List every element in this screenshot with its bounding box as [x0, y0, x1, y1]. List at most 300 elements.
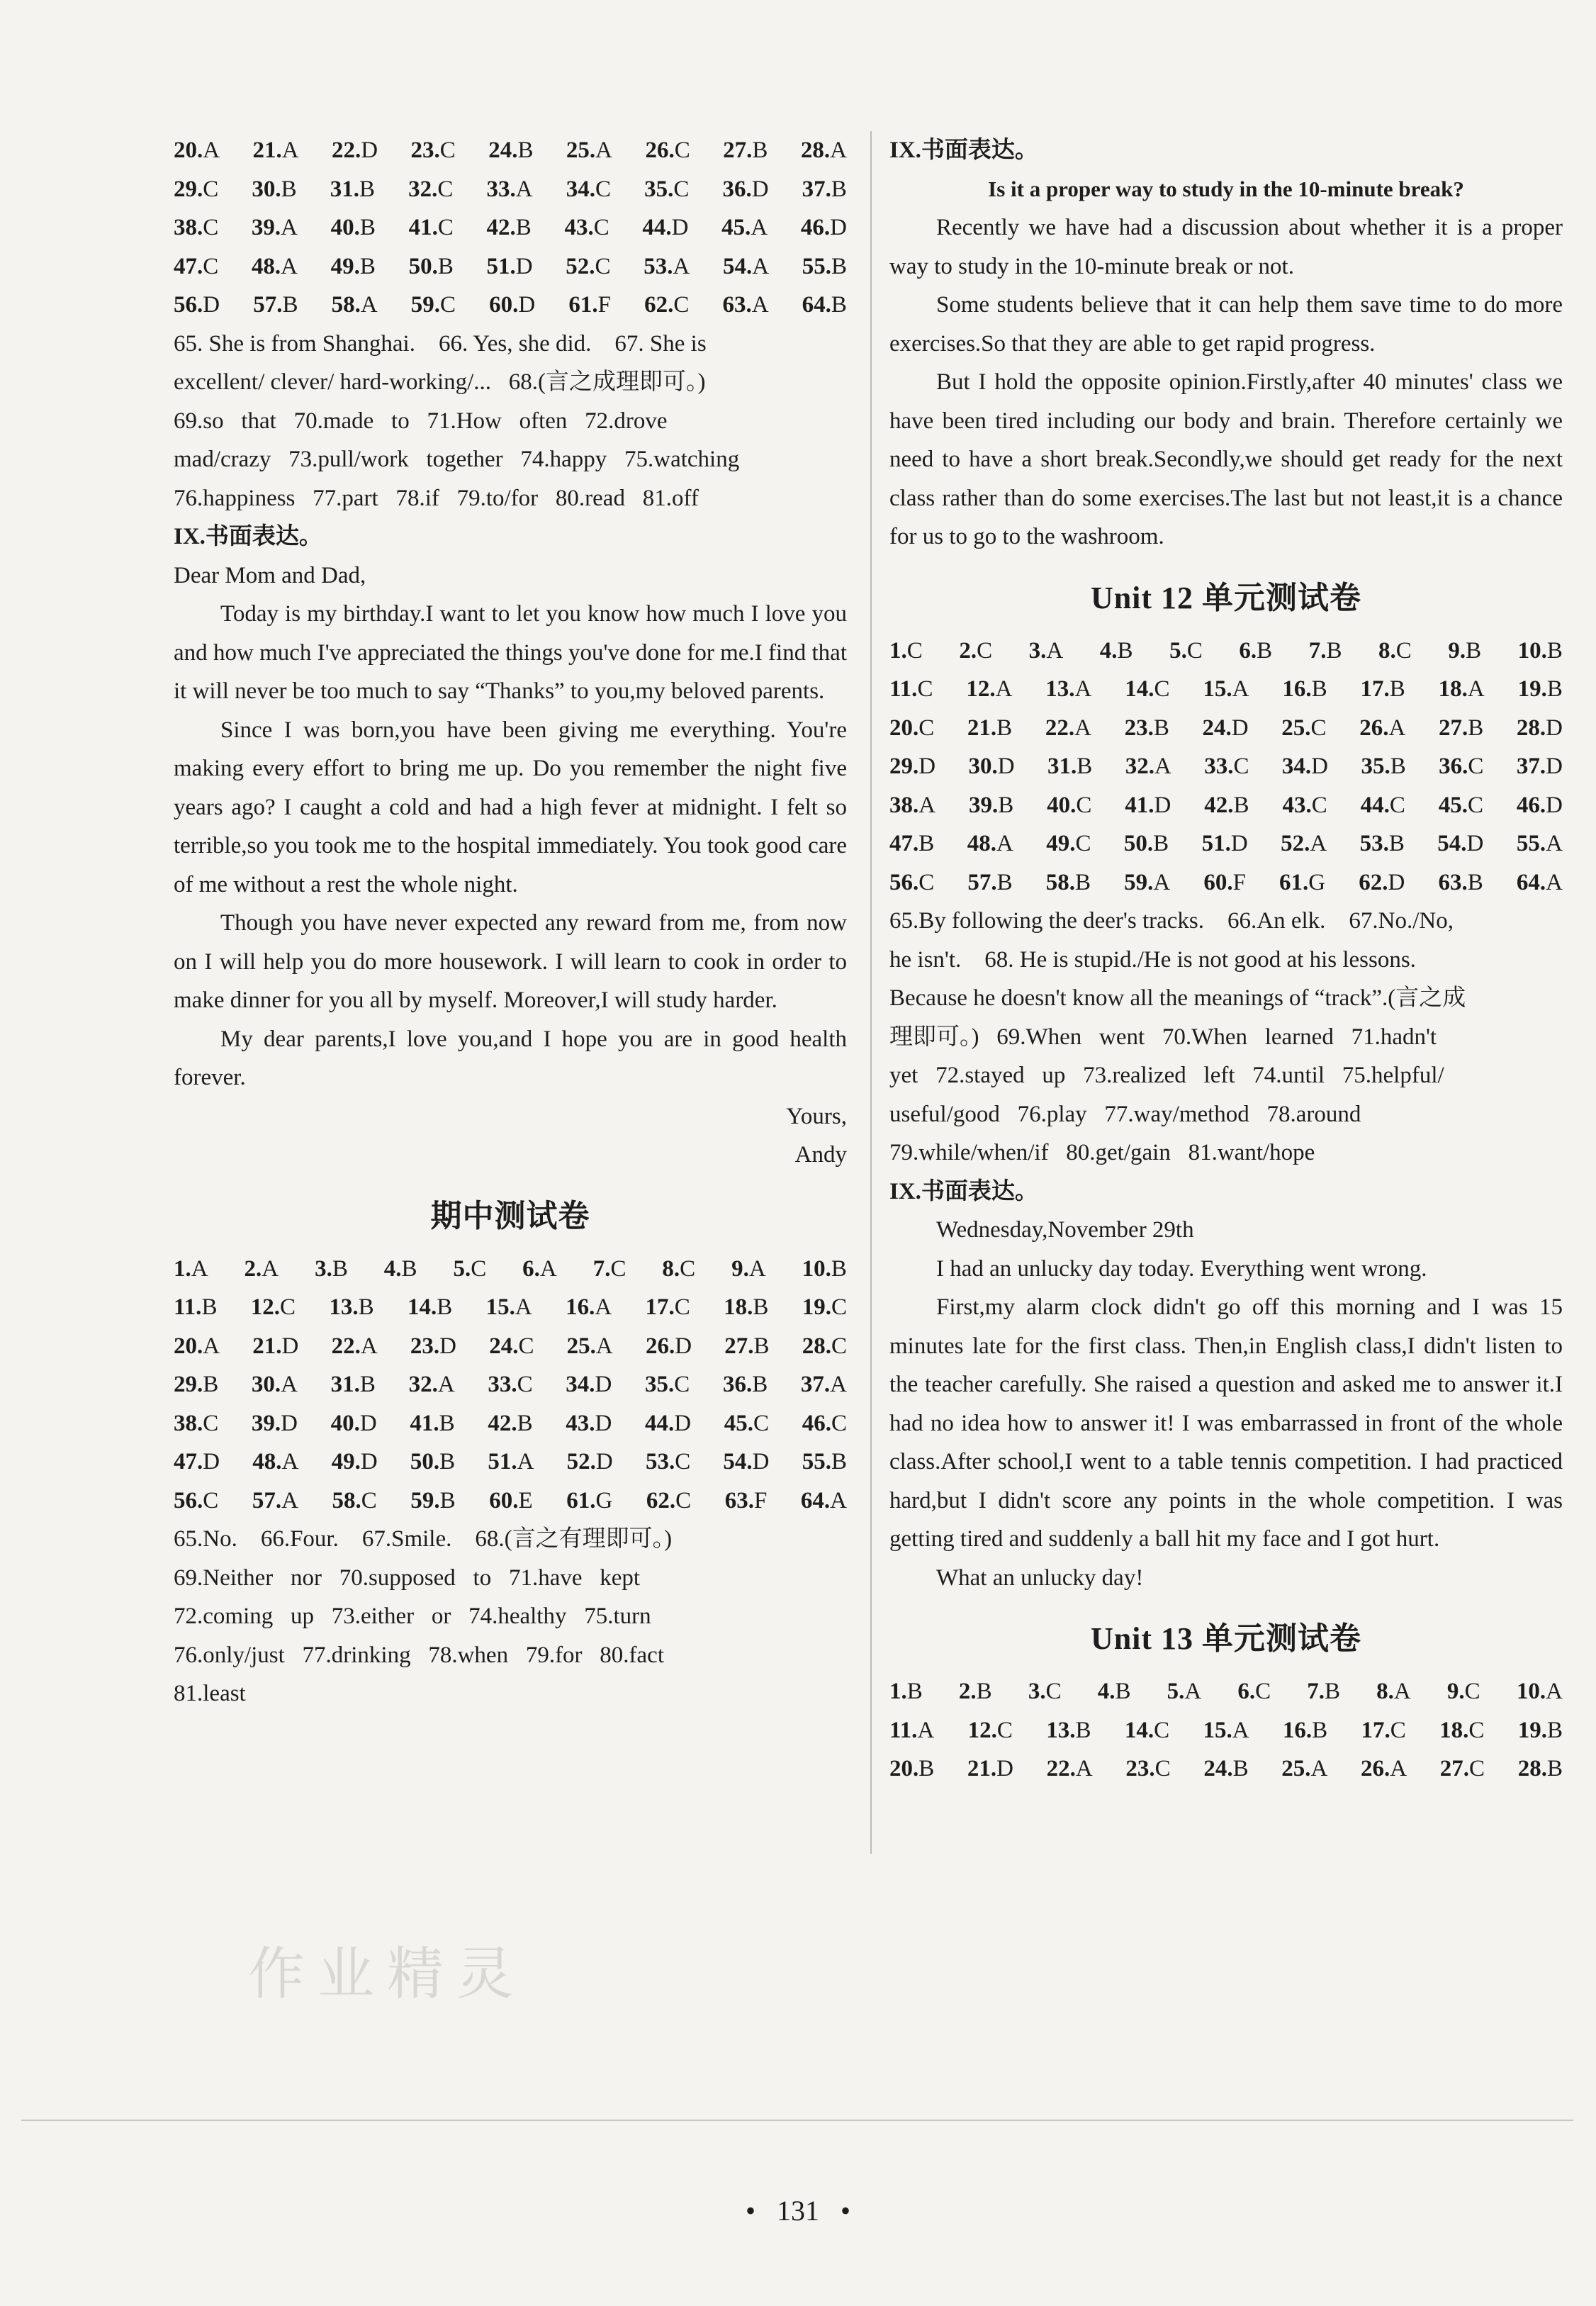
- answer-item: [723, 247, 769, 286]
- column-divider: [870, 131, 872, 1854]
- section-heading-midterm: 期中测试卷: [430, 1198, 590, 1233]
- answer-letter: B: [517, 1410, 533, 1436]
- answer-item: [1239, 632, 1272, 671]
- answer-letter: A: [191, 1255, 208, 1282]
- answer-letter: B: [201, 1294, 218, 1320]
- answer-line: 72.coming up 73.either or 74.healthy 75.turn: [174, 1603, 651, 1629]
- answer-number: 32.: [408, 176, 438, 202]
- fill-in-answers: [889, 902, 1563, 1172]
- answer-item: [969, 786, 1013, 825]
- answer-item: [1448, 632, 1481, 671]
- answer-letter: B: [359, 253, 376, 279]
- answer-item: [1125, 709, 1169, 748]
- answer-item: [174, 1404, 218, 1443]
- answer-number: 15.: [485, 1294, 515, 1320]
- answer-item: [889, 1672, 923, 1711]
- bullet-left: •: [745, 2195, 777, 2227]
- answer-line: 65.No. 66.Four. 67.Smile. 68.(言之有理即可。): [174, 1526, 673, 1552]
- answer-number: 6.: [1239, 637, 1257, 664]
- answer-item: [1517, 1672, 1563, 1711]
- answer-letter: C: [593, 215, 609, 240]
- answer-letter: B: [976, 1679, 992, 1704]
- answer-letter: C: [1233, 754, 1249, 779]
- answer-number: 44.: [1360, 792, 1390, 818]
- answer-item: [486, 1288, 532, 1327]
- answer-item: [1125, 1750, 1170, 1789]
- answer-number: 21.: [252, 138, 282, 163]
- answer-letter: D: [595, 1449, 613, 1474]
- answer-letter: B: [831, 292, 847, 318]
- answer-item: [1360, 824, 1405, 863]
- answer-number: 12.: [250, 1294, 281, 1320]
- answer-number: 38.: [174, 1410, 203, 1436]
- answer-letter: B: [1389, 676, 1405, 702]
- answer-letter: B: [281, 176, 297, 202]
- answer-item: [410, 1482, 455, 1521]
- answer-number: 55.: [802, 1449, 831, 1474]
- answer-number: 20.: [174, 138, 203, 163]
- answer-number: 27.: [1438, 715, 1468, 741]
- answer-number: 46.: [1516, 792, 1546, 818]
- diary-paragraph: I had an unlucky day today. Everything went wrong.: [936, 1255, 1427, 1282]
- answer-item: [408, 1288, 452, 1327]
- answer-letter: A: [1546, 1679, 1563, 1704]
- answer-letter: C: [1076, 792, 1092, 818]
- bullet-right: •: [819, 2195, 851, 2227]
- answer-number: 47.: [174, 253, 203, 279]
- answer-letter: F: [1232, 869, 1246, 895]
- answer-item: [174, 1365, 218, 1404]
- answer-item: [566, 247, 610, 286]
- answer-row: [174, 131, 847, 170]
- answer-letter: A: [1075, 1756, 1093, 1781]
- answer-number: 33.: [488, 1372, 517, 1397]
- answer-item: [967, 709, 1012, 748]
- answer-number: 14.: [408, 1294, 437, 1320]
- answer-item: [889, 747, 935, 786]
- answer-number: 53.: [1359, 831, 1389, 856]
- answer-number: 2.: [959, 637, 977, 664]
- letter-paragraph: Today is my birthday.I want to let you know how much I love you and how much I've appreciated the things you've done for me.I find that it will never be too much to say “Thanks” to you,my beloved parents.: [174, 601, 847, 704]
- answer-number: 31.: [1047, 754, 1077, 779]
- answer-item: [644, 247, 690, 286]
- answer-letter: C: [1310, 715, 1327, 741]
- answer-number: 3.: [1028, 637, 1047, 664]
- answer-letter: D: [1546, 715, 1563, 741]
- answer-number: 1.: [889, 637, 907, 664]
- answer-number: 7.: [1307, 1679, 1325, 1704]
- answer-item: [1167, 1672, 1202, 1711]
- answer-letter: D: [1546, 754, 1563, 779]
- answer-number: 16.: [1282, 1717, 1313, 1743]
- answer-number: 57.: [253, 292, 283, 318]
- answer-number: 38.: [174, 215, 203, 240]
- answer-item: [1281, 709, 1326, 748]
- answer-letter: C: [361, 1487, 377, 1513]
- page-number-value: 131: [777, 2195, 819, 2227]
- answer-letter: C: [1045, 1679, 1062, 1704]
- section-heading-unit13: Unit 13 单元测试卷: [1090, 1621, 1362, 1656]
- answer-letter: B: [1390, 754, 1406, 779]
- answer-item: [1439, 786, 1483, 825]
- diary-paragraph: What an unlucky day!: [936, 1565, 1144, 1591]
- answer-item: [384, 1250, 417, 1289]
- answer-letter: A: [1232, 676, 1249, 702]
- answer-item: [332, 1327, 378, 1366]
- answer-letter: D: [203, 292, 220, 318]
- answer-letter: C: [831, 1333, 847, 1359]
- answer-letter: A: [1310, 831, 1327, 856]
- answer-row: [889, 824, 1563, 863]
- answer-letter: D: [752, 1449, 770, 1474]
- answer-number: 2.: [958, 1679, 977, 1704]
- watermark-text: 作业精灵: [248, 1941, 526, 2007]
- answer-number: 35.: [644, 176, 674, 202]
- writing-section-label: IX.书面表达。: [889, 138, 1038, 163]
- answer-item: [1361, 747, 1405, 786]
- answer-row: [174, 1288, 847, 1327]
- answer-number: 8.: [1378, 637, 1396, 664]
- answer-item: [802, 1288, 847, 1327]
- answer-number: 39.: [968, 792, 999, 818]
- answer-letter: D: [918, 754, 936, 779]
- answer-number: 3.: [315, 1255, 332, 1282]
- left-column: [174, 131, 847, 1713]
- answer-item: [488, 1404, 532, 1443]
- answer-number: 38.: [889, 792, 919, 818]
- answer-letter: B: [1467, 869, 1483, 895]
- answer-number: 41.: [1125, 792, 1154, 818]
- answer-item: [1125, 1711, 1169, 1750]
- answer-number: 42.: [488, 1410, 517, 1436]
- answer-letter: D: [439, 1333, 456, 1359]
- answer-number: 43.: [566, 1410, 595, 1436]
- answer-item: [1125, 670, 1169, 709]
- answer-line: 79.while/when/if 80.get/gain 81.want/hope: [889, 1140, 1315, 1165]
- answer-letter: A: [1310, 1756, 1328, 1781]
- answer-item: [332, 286, 378, 325]
- answer-number: 8.: [662, 1255, 680, 1282]
- answer-item: [644, 286, 689, 325]
- answer-letter: B: [359, 215, 376, 240]
- answer-item: [487, 208, 532, 247]
- answer-letter: A: [281, 215, 298, 240]
- answer-item: [1447, 1672, 1480, 1711]
- answer-letter: D: [281, 1333, 299, 1359]
- answer-letter: B: [1075, 869, 1091, 895]
- answer-letter: C: [203, 1410, 219, 1436]
- answer-letter: C: [918, 869, 935, 895]
- answer-item: [966, 670, 1012, 709]
- answer-number: 16.: [566, 1294, 595, 1320]
- answer-letter: C: [595, 176, 611, 202]
- answer-item: [1046, 824, 1091, 863]
- answer-letter: C: [437, 176, 454, 202]
- answer-item: [245, 1250, 279, 1289]
- answer-item: [722, 170, 768, 209]
- answer-letter: B: [1326, 637, 1342, 664]
- answer-letter: A: [517, 1449, 534, 1474]
- answer-letter: C: [595, 253, 611, 279]
- answer-letter: B: [203, 1372, 219, 1397]
- answer-row: [174, 1404, 847, 1443]
- answer-number: 36.: [1439, 754, 1468, 779]
- answer-item: [488, 131, 533, 170]
- answer-line: 理即可。) 69.When went 70.When learned 71.hadn't: [889, 1024, 1437, 1050]
- answer-letter: B: [1546, 676, 1563, 702]
- answer-item: [566, 131, 612, 170]
- answer-item: [1281, 1750, 1327, 1789]
- answer-item: [253, 286, 298, 325]
- answer-item: [1309, 632, 1342, 671]
- answer-number: 23.: [1124, 715, 1154, 741]
- answer-item: [1378, 632, 1412, 671]
- answer-item: [1518, 632, 1563, 671]
- answer-number: 54.: [722, 253, 753, 279]
- essay-title: Is it a proper way to study in the 10-minute break?: [988, 176, 1464, 201]
- answer-number: 22.: [331, 1333, 361, 1359]
- answer-number: 28.: [1517, 1756, 1547, 1781]
- answer-number: 22.: [1046, 1756, 1076, 1781]
- answer-letter: C: [1468, 754, 1484, 779]
- answer-number: 50.: [408, 253, 438, 279]
- answer-letter: B: [437, 1294, 453, 1320]
- answer-number: 55.: [802, 253, 831, 279]
- answer-item: [566, 1482, 612, 1521]
- answer-item: [1283, 1711, 1327, 1750]
- answer-letter: D: [361, 138, 378, 163]
- answer-number: 11.: [889, 1717, 918, 1743]
- answer-letter: D: [997, 754, 1015, 779]
- answer-row: [174, 1365, 847, 1404]
- answer-item: [1204, 786, 1249, 825]
- answer-item: [646, 1288, 690, 1327]
- letter-closing: Yours,: [786, 1103, 847, 1129]
- answer-letter: B: [1325, 1679, 1341, 1704]
- answer-letter: A: [752, 253, 770, 279]
- answer-letter: D: [360, 1449, 378, 1474]
- answer-number: 51.: [488, 1449, 517, 1474]
- answer-item: [1046, 863, 1091, 902]
- answer-letter: B: [439, 1487, 456, 1513]
- answer-item: [567, 1327, 613, 1366]
- answer-letter: C: [1154, 1756, 1171, 1781]
- answer-item: [646, 1327, 692, 1366]
- answer-item: [568, 286, 611, 325]
- answer-number: 42.: [1204, 792, 1234, 818]
- letter-paragraph: Since I was born,you have been giving me everything. You're making every effort to bring me up. Do you remember the night five years ago? I caught a cold and had a high fever at midnight. I felt so terrible,so you took me to the hospital immediately. You took good care of me without a rest the whole night.: [174, 717, 847, 897]
- answer-number: 20.: [889, 715, 919, 741]
- answer-letter: C: [674, 1372, 690, 1397]
- answer-item: [252, 1365, 298, 1404]
- letter-paragraph: My dear parents,I love you,and I hope you are in good health forever.: [174, 1026, 847, 1090]
- answer-number: 41.: [410, 1410, 439, 1436]
- answer-letter: A: [1074, 715, 1091, 741]
- answer-number: 57.: [967, 869, 997, 895]
- answer-item: [252, 1327, 298, 1366]
- answer-number: 26.: [645, 1333, 675, 1359]
- answer-letter: B: [831, 253, 847, 279]
- letter-signature: Andy: [794, 1142, 847, 1168]
- answer-letter: B: [998, 792, 1014, 818]
- answer-item: [331, 1404, 377, 1443]
- answer-item: [801, 208, 847, 247]
- answer-letter: B: [831, 1449, 847, 1474]
- answer-item: [1517, 863, 1563, 902]
- answer-item: [174, 208, 218, 247]
- answer-letter: B: [1115, 1679, 1131, 1704]
- answer-number: 13.: [1045, 676, 1075, 702]
- answer-item: [1439, 1711, 1484, 1750]
- answer-letter: A: [751, 215, 768, 240]
- diary-date: Wednesday,November 29th: [936, 1217, 1194, 1243]
- answer-item: [889, 1711, 934, 1750]
- answer-item: [1124, 824, 1169, 863]
- answer-item: [593, 1250, 626, 1289]
- answer-number: 16.: [1282, 676, 1312, 702]
- answer-item: [1203, 670, 1249, 709]
- answer-item: [969, 747, 1015, 786]
- answer-item: [967, 1750, 1013, 1789]
- answer-number: 31.: [330, 176, 359, 202]
- answer-item: [252, 247, 298, 286]
- answer-number: 37.: [1516, 754, 1546, 779]
- answer-line: Because he doesn't know all the meanings of “track”.(言之成: [889, 985, 1466, 1011]
- answer-number: 27.: [724, 1333, 754, 1359]
- answer-item: [1282, 747, 1328, 786]
- right-column: [889, 131, 1563, 1789]
- answer-number: 14.: [1124, 1717, 1154, 1743]
- answer-number: 11.: [889, 676, 918, 702]
- answer-letter: A: [360, 1333, 378, 1359]
- answer-item: [1517, 786, 1563, 825]
- answer-number: 58.: [1045, 869, 1075, 895]
- answer-letter: B: [996, 715, 1013, 741]
- writing-section-label: IX.书面表达。: [889, 1178, 1038, 1204]
- answer-number: 58.: [332, 1487, 361, 1513]
- answer-letter: B: [359, 176, 376, 202]
- answer-letter: D: [1466, 831, 1484, 856]
- answer-letter: F: [597, 292, 611, 318]
- answer-number: 53.: [645, 1449, 675, 1474]
- answer-item: [1359, 709, 1405, 748]
- answer-number: 4.: [1099, 637, 1118, 664]
- answer-grid: [889, 632, 1563, 902]
- answer-number: 24.: [1203, 1756, 1233, 1781]
- answer-number: 22.: [332, 138, 361, 163]
- answer-number: 60.: [489, 1487, 519, 1513]
- answer-number: 61.: [566, 1487, 596, 1513]
- answer-letter: C: [439, 138, 456, 163]
- answer-number: 45.: [724, 1410, 754, 1436]
- answer-item: [252, 1482, 298, 1521]
- answer-number: 13.: [1046, 1717, 1076, 1743]
- answer-number: 42.: [486, 215, 516, 240]
- answer-item: [331, 1365, 376, 1404]
- answer-number: 43.: [564, 215, 594, 240]
- answer-item: [1517, 747, 1563, 786]
- answer-item: [253, 131, 299, 170]
- answer-number: 48.: [967, 831, 996, 856]
- answer-number: 4.: [383, 1255, 402, 1282]
- answer-grid: [889, 1672, 1563, 1789]
- answer-item: [1439, 747, 1483, 786]
- answer-item: [889, 1750, 934, 1789]
- answer-letter: B: [753, 1333, 770, 1359]
- answer-number: 28.: [800, 138, 831, 163]
- answer-number: 15.: [1203, 676, 1232, 702]
- answer-row: [889, 1711, 1563, 1750]
- answer-item: [522, 1250, 557, 1289]
- essay-paragraph: But I hold the opposite opinion.Firstly,after 40 minutes' class we have been tired including our body and brain. Therefore certainly we need to have a short break.Secondly,we should get ready for the next class rather than do some exercises.The last but not least,it is a chance for us to go to the washroom.: [889, 369, 1563, 549]
- answer-item: [889, 786, 935, 825]
- answer-item: [1029, 632, 1064, 671]
- answer-letter: C: [673, 176, 690, 202]
- answer-item: [1439, 670, 1485, 709]
- answer-letter: E: [518, 1487, 533, 1513]
- answer-row: [889, 632, 1563, 671]
- answer-number: 18.: [724, 1294, 753, 1320]
- answer-number: 57.: [252, 1487, 282, 1513]
- answer-letter: B: [1546, 1756, 1563, 1781]
- answer-letter: C: [674, 138, 690, 163]
- answer-item: [1518, 1711, 1563, 1750]
- answer-number: 53.: [644, 253, 673, 279]
- answer-number: 51.: [1201, 831, 1231, 856]
- answer-item: [174, 1443, 220, 1482]
- answer-item: [410, 1443, 455, 1482]
- answer-number: 2.: [244, 1255, 262, 1282]
- answer-number: 34.: [1281, 754, 1312, 779]
- answer-item: [174, 286, 220, 325]
- answer-number: 34.: [566, 176, 595, 202]
- answer-number: 8.: [1376, 1679, 1394, 1704]
- answer-letter: C: [831, 1294, 847, 1320]
- answer-item: [1098, 1672, 1131, 1711]
- answer-number: 49.: [330, 253, 360, 279]
- answer-item: [724, 1288, 768, 1327]
- answer-letter: B: [1546, 637, 1563, 664]
- answer-number: 40.: [1047, 792, 1077, 818]
- answer-number: 6.: [1237, 1679, 1256, 1704]
- fill-in-answers: [174, 325, 847, 518]
- answer-item: [889, 632, 923, 671]
- answer-number: 43.: [1282, 792, 1312, 818]
- answer-letter: D: [595, 1410, 612, 1436]
- answer-letter: C: [203, 176, 219, 202]
- answer-number: 9.: [731, 1255, 749, 1282]
- answer-number: 33.: [1204, 754, 1234, 779]
- answer-line: useful/good 76.play 77.way/method 78.around: [889, 1101, 1361, 1127]
- answer-row: [174, 1443, 847, 1482]
- answer-letter: B: [831, 176, 847, 202]
- answer-letter: A: [1154, 754, 1171, 779]
- answer-item: [802, 247, 847, 286]
- answer-number: 23.: [410, 138, 440, 163]
- answer-letter: C: [753, 1410, 770, 1436]
- answer-item: [1028, 1672, 1062, 1711]
- answer-number: 61.: [1279, 869, 1309, 895]
- answer-letter: B: [1233, 792, 1249, 818]
- answer-letter: C: [440, 292, 456, 318]
- answer-number: 58.: [331, 292, 361, 318]
- answer-number: 37.: [800, 1372, 831, 1397]
- answer-letter: C: [1468, 1717, 1485, 1743]
- answer-number: 30.: [968, 754, 998, 779]
- answer-number: 56.: [889, 869, 919, 895]
- answer-item: [411, 131, 456, 170]
- essay-paragraph: Some students believe that it can help them save time to do more exercises.So that they are able to get rapid progress.: [889, 292, 1563, 357]
